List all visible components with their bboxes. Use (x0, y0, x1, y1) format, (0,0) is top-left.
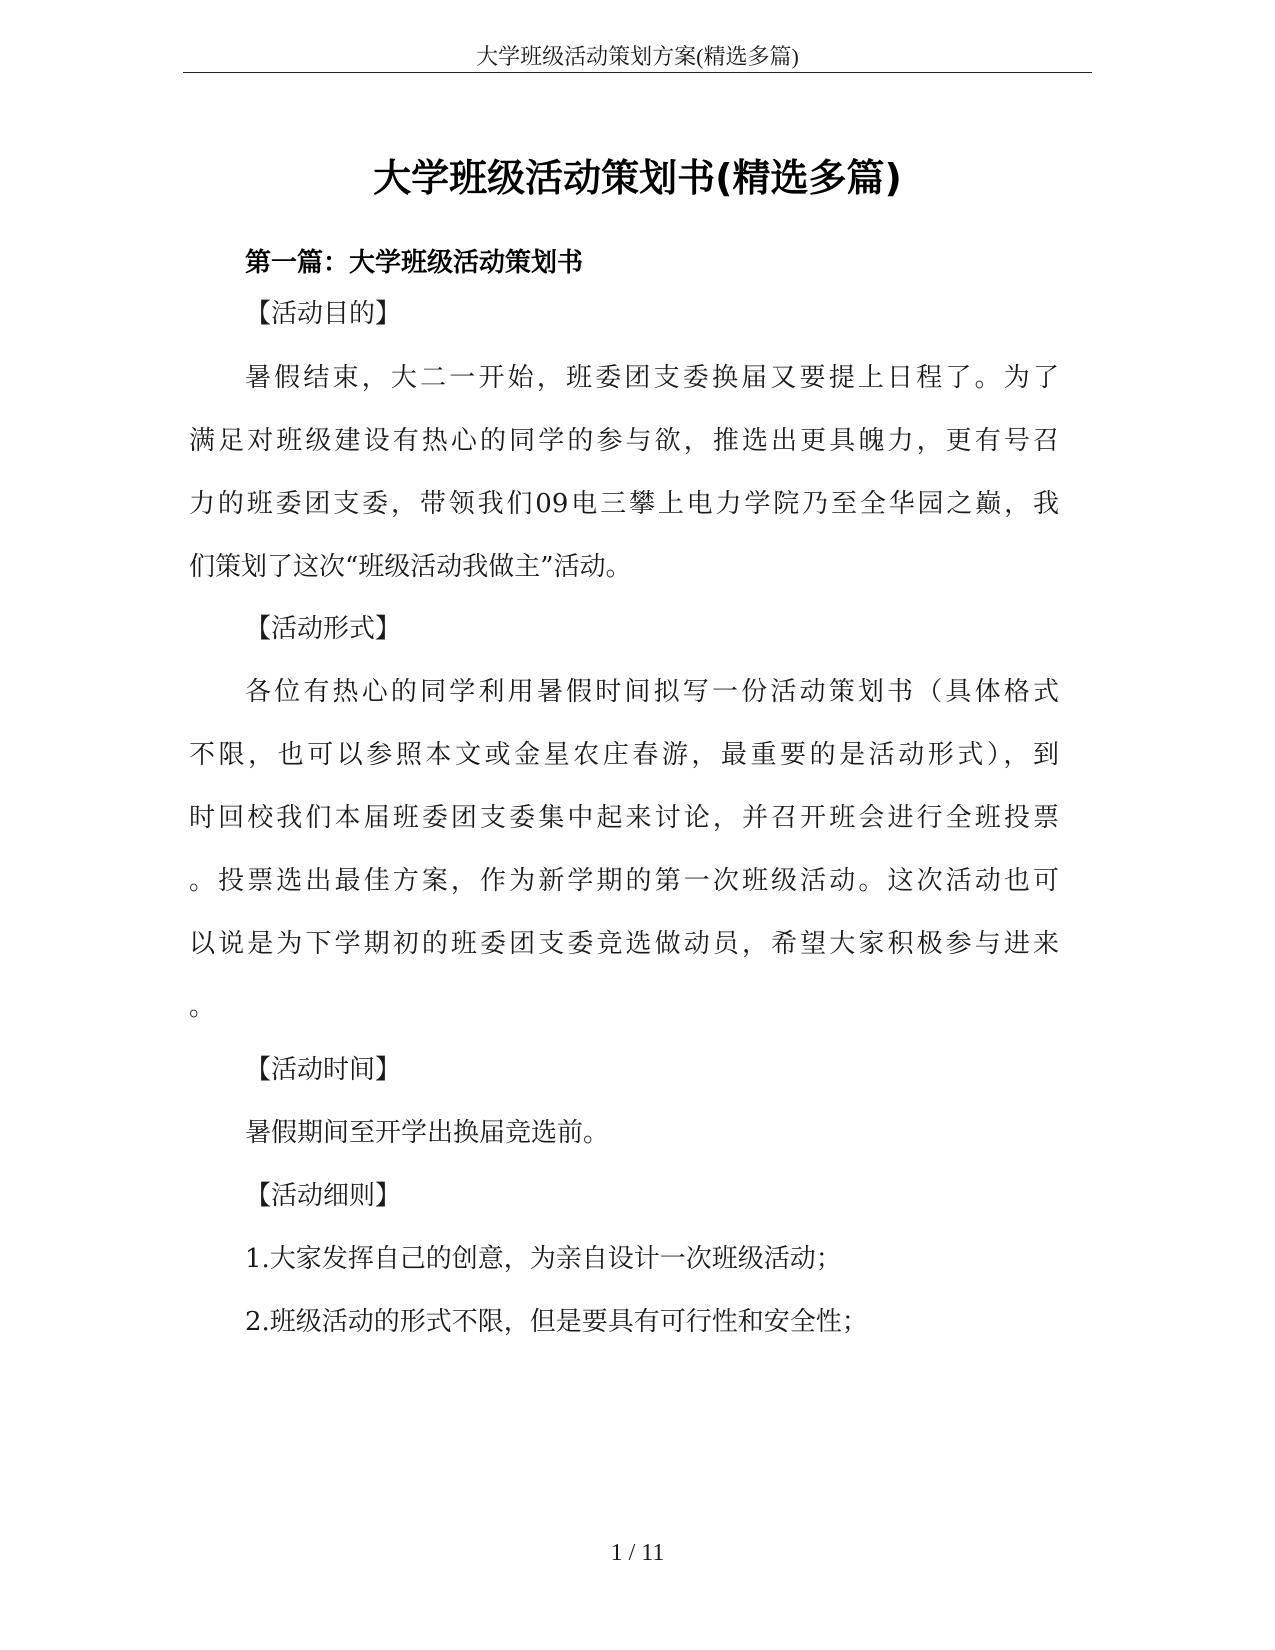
heading-activity-purpose: 【活动目的】 (245, 299, 402, 329)
body-line: 暑假结束，大二一开始，班委团支委换届又要提上日程了。为了 (245, 363, 1059, 393)
body-line: 。投票选出最佳方案，作为新学期的第一次班级活动。这次活动也可 (189, 866, 1059, 896)
heading-activity-form: 【活动形式】 (245, 614, 402, 644)
body-line: 以说是为下学期初的班委团支委竞选做动员，希望大家积极参与进来 (189, 929, 1059, 959)
body-line: 各位有热心的同学利用暑假时间拟写一份活动策划书（具体格式 (245, 677, 1059, 707)
list-item: 2.班级活动的形式不限，但是要具有可行性和安全性； (245, 1307, 868, 1337)
body-line: 力的班委团支委，带领我们09电三攀上电力学院乃至全华园之巅，我 (189, 489, 1059, 519)
body-line: 时回校我们本届班委团支委集中起来讨论，并召开班会进行全班投票 (189, 803, 1059, 833)
heading-activity-rules: 【活动细则】 (245, 1181, 402, 1211)
body-line: 。 (189, 992, 216, 1022)
body-line: 满足对班级建设有热心的同学的参与欲，推选出更具魄力，更有号召 (189, 426, 1059, 456)
header-divider (183, 72, 1092, 73)
document-title: 大学班级活动策划书(精选多篇) (373, 156, 902, 200)
section-title: 第一篇：大学班级活动策划书 (245, 248, 584, 278)
page-number: 1 / 11 (610, 1540, 665, 1566)
heading-activity-time: 【活动时间】 (245, 1055, 402, 1085)
body-line: 暑假期间至开学出换届竞选前。 (245, 1118, 610, 1148)
list-item: 1.大家发挥自己的创意，为亲自设计一次班级活动； (245, 1244, 842, 1274)
body-line: 不限，也可以参照本文或金星农庄春游，最重要的是活动形式），到 (189, 740, 1059, 770)
header-title: 大学班级活动策划方案(精选多篇) (476, 44, 799, 69)
body-line: 们策划了这次“班级活动我做主”活动。 (189, 552, 632, 582)
